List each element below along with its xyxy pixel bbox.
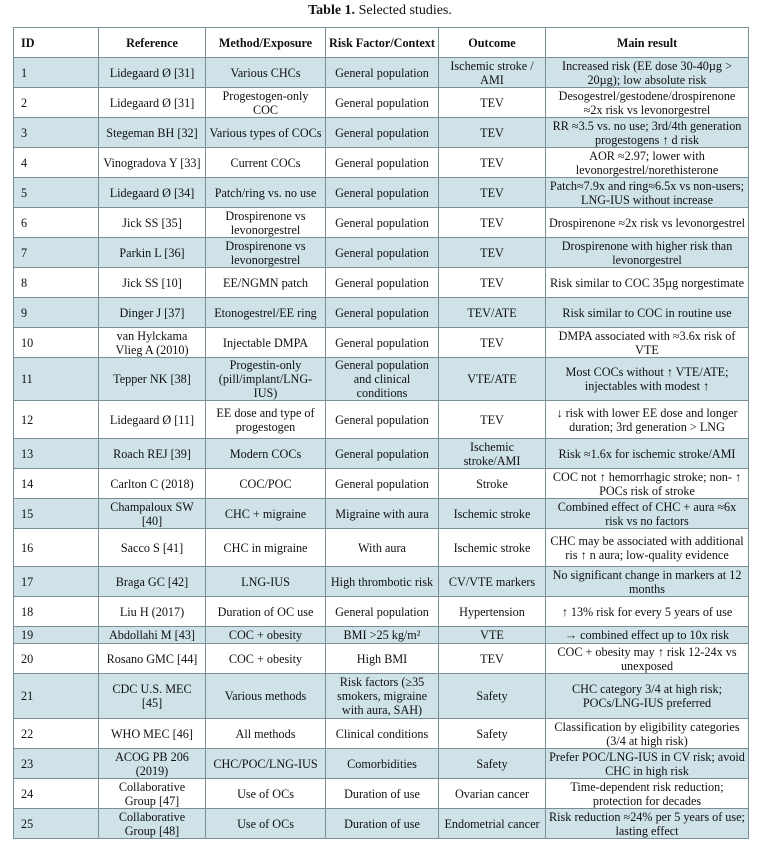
cell-outcome: TEV [439,208,546,238]
cell-method: Patch/ring vs. no use [206,178,326,208]
cell-risk: General population [326,298,439,328]
cell-reference: Lidegaard Ø [31] [99,88,206,118]
cell-result: Drospirenone with higher risk than levonorgestrel [546,238,749,268]
cell-reference: Dinger J [37] [99,298,206,328]
cell-method: Drospirenone vs levonorgestrel [206,238,326,268]
header-risk: Risk Factor/Context [326,28,439,58]
cell-result: Drospirenone ≈2x risk vs levonorgestrel [546,208,749,238]
table-row [14,719,749,749]
cell-result: Increased risk (EE dose 30-40µg > 20µg); low absolute risk [546,58,749,88]
cell-id: 23 [14,749,99,779]
cell-method: All methods [206,719,326,749]
cell-outcome: TEV [439,118,546,148]
cell-method: Various CHCs [206,58,326,88]
table-row [14,58,749,88]
header-row [14,28,749,58]
cell-outcome: TEV [439,238,546,268]
cell-reference: Rosano GMC [44] [99,644,206,674]
cell-id: 22 [14,719,99,749]
cell-reference: Abdollahi M [43] [99,627,206,644]
cell-id: 15 [14,499,99,529]
table-row [14,644,749,674]
cell-method: Injectable DMPA [206,328,326,358]
cell-risk: General population [326,238,439,268]
table-row [14,567,749,597]
cell-id: 19 [14,627,99,644]
cell-risk: Duration of use [326,779,439,809]
cell-risk: Migraine with aura [326,499,439,529]
cell-risk: BMI >25 kg/m² [326,627,439,644]
cell-id: 3 [14,118,99,148]
cell-reference: van Hylckama Vlieg A (2010) [99,328,206,358]
table-row [14,238,749,268]
cell-id: 11 [14,358,99,401]
cell-result: Classification by eligibility categories (3/4 at high risk) [546,719,749,749]
cell-method: Drospirenone vs levonorgestrel [206,208,326,238]
header-reference: Reference [99,28,206,58]
cell-method: CHC/POC/LNG-IUS [206,749,326,779]
cell-reference: CDC U.S. MEC [45] [99,674,206,719]
cell-outcome: VTE/ATE [439,358,546,401]
cell-id: 16 [14,529,99,567]
cell-id: 6 [14,208,99,238]
cell-reference: Jick SS [35] [99,208,206,238]
cell-method: Etonogestrel/EE ring [206,298,326,328]
cell-risk: General population and clinical conditions [326,358,439,401]
cell-method: EE/NGMN patch [206,268,326,298]
cell-method: EE dose and type of progestogen [206,401,326,439]
table-row [14,749,749,779]
table-row [14,499,749,529]
cell-risk: Risk factors (≥35 smokers, migraine with aura, SAH) [326,674,439,719]
table-row [14,627,749,644]
cell-result: Most COCs without ↑ VTE/ATE; injectables with modest ↑ [546,358,749,401]
cell-risk: General population [326,178,439,208]
table-row [14,809,749,839]
cell-outcome: Hypertension [439,597,546,627]
cell-method: Progestogen-only COC [206,88,326,118]
cell-outcome: Ischemic stroke [439,529,546,567]
cell-outcome: TEV [439,178,546,208]
cell-outcome: TEV [439,148,546,178]
cell-reference: Roach REJ [39] [99,439,206,469]
cell-reference: Collaborative Group [48] [99,809,206,839]
header-result: Main result [546,28,749,58]
table-row [14,118,749,148]
cell-outcome: Safety [439,719,546,749]
cell-result: Patch≈7.9x and ring≈6.5x vs non-users; LNG-IUS without increase [546,178,749,208]
cell-result: COC not ↑ hemorrhagic stroke; non- ↑ POCs risk of stroke [546,469,749,499]
cell-risk: General population [326,88,439,118]
table-row [14,469,749,499]
cell-result: DMPA associated with ≈3.6x risk of VTE [546,328,749,358]
cell-reference: Braga GC [42] [99,567,206,597]
table-row [14,148,749,178]
cell-id: 20 [14,644,99,674]
cell-risk: Clinical conditions [326,719,439,749]
cell-reference: WHO MEC [46] [99,719,206,749]
cell-outcome: Safety [439,749,546,779]
cell-result: No significant change in markers at 12 months [546,567,749,597]
cell-outcome: Safety [439,674,546,719]
cell-risk: General population [326,268,439,298]
cell-risk: Comorbidities [326,749,439,779]
cell-outcome: Ischemic stroke [439,499,546,529]
cell-method: Use of OCs [206,809,326,839]
cell-risk: General population [326,597,439,627]
cell-id: 8 [14,268,99,298]
caption-text: Selected studies. [355,3,452,18]
cell-result: CHC category 3/4 at high risk; POCs/LNG-IUS preferred [546,674,749,719]
cell-result: Risk similar to COC 35µg norgestimate [546,268,749,298]
table-row [14,178,749,208]
table-row [14,268,749,298]
cell-reference: ACOG PB 206 (2019) [99,749,206,779]
cell-outcome: Stroke [439,469,546,499]
cell-reference: Sacco S [41] [99,529,206,567]
table-row [14,298,749,328]
cell-method: Modern COCs [206,439,326,469]
cell-id: 14 [14,469,99,499]
studies-table [13,27,749,839]
cell-risk: With aura [326,529,439,567]
table-caption [0,3,760,19]
cell-reference: Stegeman BH [32] [99,118,206,148]
cell-result: Desogestrel/gestodene/drospirenone ≈2x risk vs levonorgestrel [546,88,749,118]
cell-risk: General population [326,118,439,148]
cell-outcome: TEV [439,268,546,298]
cell-reference: Vinogradova Y [33] [99,148,206,178]
cell-result: RR ≈3.5 vs. no use; 3rd/4th generation progestogens ↑ d risk [546,118,749,148]
cell-reference: Lidegaard Ø [34] [99,178,206,208]
cell-id: 7 [14,238,99,268]
cell-reference: Tepper NK [38] [99,358,206,401]
cell-id: 24 [14,779,99,809]
cell-id: 5 [14,178,99,208]
cell-method: CHC + migraine [206,499,326,529]
cell-outcome: Ischemic stroke/AMI [439,439,546,469]
cell-reference: Jick SS [10] [99,268,206,298]
cell-result: COC + obesity may ↑ risk 12-24x vs unexposed [546,644,749,674]
cell-reference: Collaborative Group [47] [99,779,206,809]
cell-risk: General population [326,401,439,439]
cell-result: ↑ 13% risk for every 5 years of use [546,597,749,627]
table-row [14,779,749,809]
table-body [14,58,749,839]
cell-outcome: TEV/ATE [439,298,546,328]
cell-reference: Lidegaard Ø [11] [99,401,206,439]
cell-result: AOR ≈2.97; lower with levonorgestrel/norethisterone [546,148,749,178]
cell-result: Time-dependent risk reduction; protection for decades [546,779,749,809]
cell-method: Duration of OC use [206,597,326,627]
cell-method: Various methods [206,674,326,719]
cell-outcome: TEV [439,328,546,358]
cell-id: 21 [14,674,99,719]
caption-label: Table 1. [308,3,356,18]
cell-risk: High BMI [326,644,439,674]
cell-reference: Parkin L [36] [99,238,206,268]
table-row [14,328,749,358]
table-row [14,401,749,439]
cell-id: 1 [14,58,99,88]
table-row [14,439,749,469]
cell-risk: General population [326,58,439,88]
cell-risk: General population [326,148,439,178]
cell-id: 4 [14,148,99,178]
cell-method: Use of OCs [206,779,326,809]
cell-risk: General population [326,208,439,238]
cell-result: Risk reduction ≈24% per 5 years of use; lasting effect [546,809,749,839]
header-method: Method/Exposure [206,28,326,58]
cell-id: 10 [14,328,99,358]
cell-result: → combined effect up to 10x risk [546,627,749,644]
cell-method: Current COCs [206,148,326,178]
cell-outcome: Endometrial cancer [439,809,546,839]
cell-outcome: TEV [439,644,546,674]
cell-reference: Champaloux SW [40] [99,499,206,529]
cell-outcome: VTE [439,627,546,644]
cell-id: 2 [14,88,99,118]
cell-id: 9 [14,298,99,328]
table-row [14,358,749,401]
cell-id: 12 [14,401,99,439]
cell-result: Combined effect of CHC + aura ≈6x risk vs no factors [546,499,749,529]
cell-reference: Carlton C (2018) [99,469,206,499]
cell-risk: General population [326,328,439,358]
cell-reference: Lidegaard Ø [31] [99,58,206,88]
cell-result: Prefer POC/LNG-IUS in CV risk; avoid CHC in high risk [546,749,749,779]
cell-outcome: TEV [439,401,546,439]
cell-risk: General population [326,469,439,499]
cell-risk: Duration of use [326,809,439,839]
cell-id: 25 [14,809,99,839]
header-id: ID [14,28,99,58]
table-row [14,597,749,627]
cell-id: 18 [14,597,99,627]
cell-outcome: CV/VTE markers [439,567,546,597]
cell-result: Risk similar to COC in routine use [546,298,749,328]
cell-outcome: TEV [439,88,546,118]
cell-result: CHC may be associated with additional ris ↑ n aura; low-quality evidence [546,529,749,567]
cell-method: CHC in migraine [206,529,326,567]
cell-result: ↓ risk with lower EE dose and longer duration; 3rd generation > LNG [546,401,749,439]
cell-method: Progestin-only (pill/implant/LNG-IUS) [206,358,326,401]
cell-method: COC + obesity [206,644,326,674]
cell-method: LNG-IUS [206,567,326,597]
cell-outcome: Ovarian cancer [439,779,546,809]
cell-outcome: Ischemic stroke / AMI [439,58,546,88]
cell-reference: Liu H (2017) [99,597,206,627]
cell-result: Risk ≈1.6x for ischemic stroke/AMI [546,439,749,469]
table-row [14,674,749,719]
table-row [14,208,749,238]
table-row [14,529,749,567]
cell-method: COC/POC [206,469,326,499]
cell-id: 13 [14,439,99,469]
cell-id: 17 [14,567,99,597]
table-row [14,88,749,118]
cell-method: Various types of COCs [206,118,326,148]
header-outcome: Outcome [439,28,546,58]
cell-risk: General population [326,439,439,469]
cell-risk: High thrombotic risk [326,567,439,597]
cell-method: COC + obesity [206,627,326,644]
